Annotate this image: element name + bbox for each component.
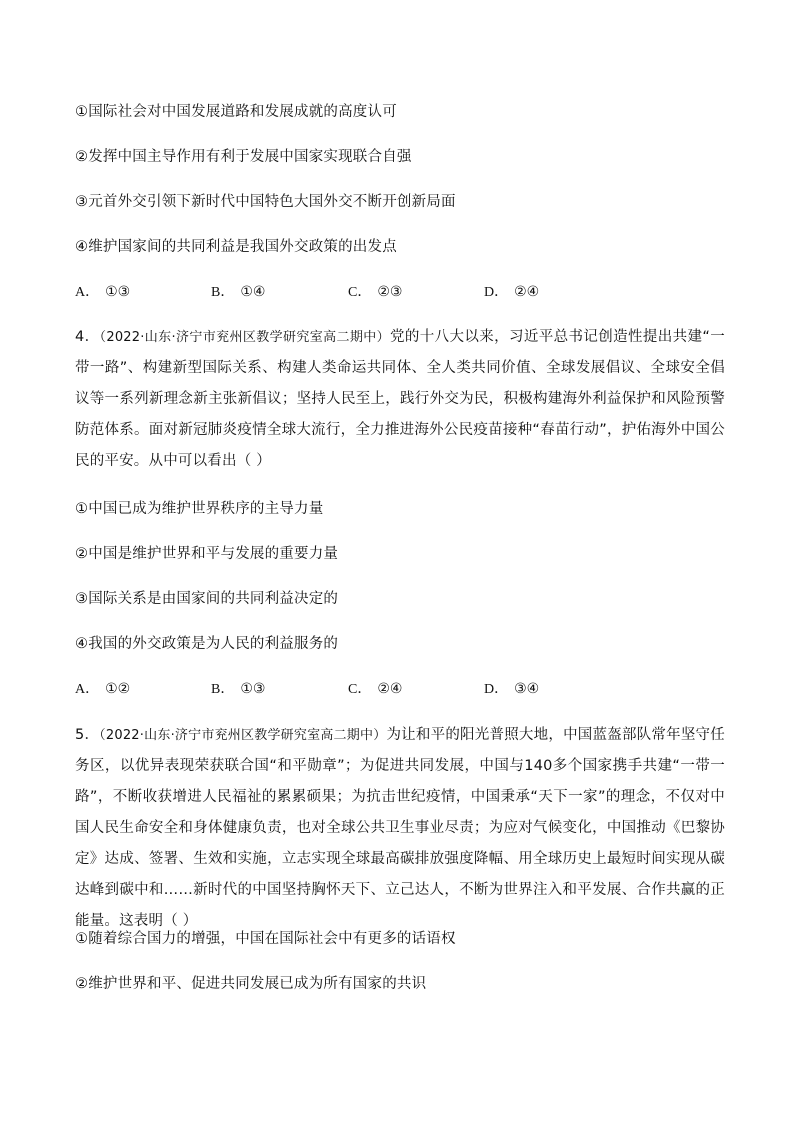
q3-choice-b [211,282,265,303]
q3-choice-a [75,282,130,303]
choice-letter: B． [211,682,235,697]
q4-answer-choices [75,679,725,699]
q5-option-1: ①随着综合国力的增强，中国在国际社会中有更多的话语权 [75,931,456,947]
q3-choice-c [348,282,402,303]
choice-text: ①④ [240,284,266,300]
choice-letter: A． [75,285,100,300]
choice-letter: B． [211,285,235,300]
q4-source: （2022·山东·济宁市兖州区教学研究室高二期中） [99,330,391,345]
q5-stem [75,720,725,937]
choice-letter: D． [484,682,509,697]
q5-source: （2022·山东·济宁市兖州区教学研究室高二期中） [99,728,387,743]
q4-choice-a [75,679,130,700]
q5-stem-text: 为让和平的阳光普照大地，中国蓝盔部队常年坚守任务区，以优异表现荣获联合国“和平勋章”；为促进共同发展，中国与140多个国家携手共建“一带一路”，不断收获增进人民福祉的累累硕果；为抗击世纪疫情，中国秉承“天下一家”的理念，不仅对中国人民生命安全和身体健康负责，也对全球公共卫生事业尽责；为应对气候变化，中国推动《巴黎协定》达成、签署、生效和实施，立志实现全球最高碳排放强度降幅、用全球历史上最短时间实现从碳达峰到碳中和……新时代的中国坚持胸怀天下、立己达人，不断为世界注入和平发展、合作共赢的正能量。这表明（ ） [75,727,725,929]
choice-text: ①② [105,681,131,697]
q4-option-3: ③国际关系是由国家间的共同利益决定的 [75,591,339,607]
q4-option-1: ①中国已成为维护世界秩序的主导力量 [75,501,324,517]
choice-text: ②④ [514,284,540,300]
choice-text: ③④ [514,681,540,697]
q4-choice-c [348,679,402,700]
choice-text: ②④ [377,681,403,697]
q3-option-1: ①国际社会对中国发展道路和发展成就的高度认可 [75,104,397,120]
q3-choice-d [484,282,539,303]
q3-option-2: ②发挥中国主导作用有利于发展中国家实现联合自强 [75,149,412,165]
q5-option-2: ②维护世界和平、促进共同发展已成为所有国家的共识 [75,976,427,992]
q4-choice-d [484,679,539,700]
choice-letter: C． [348,285,372,300]
q4-option-2: ②中国是维护世界和平与发展的重要力量 [75,546,339,562]
q3-option-4: ④维护国家间的共同利益是我国外交政策的出发点 [75,239,397,255]
q5-number: 5． [75,727,100,743]
choice-letter: A． [75,682,100,697]
q4-option-4: ④我国的外交政策是为人民的利益服务的 [75,636,339,652]
choice-text: ①③ [105,284,131,300]
q4-choice-b [211,679,265,700]
q3-option-3: ③元首外交引领下新时代中国特色大国外交不断开创新局面 [75,194,456,210]
choice-letter: C． [348,682,372,697]
q4-stem-text: 党的十八大以来，习近平总书记创造性提出共建“一带一路”、构建新型国际关系、构建人类命运共同体、全人类共同价值、全球发展倡议、全球安全倡议等一系列新理念新主张新倡议；坚持人民至上，践行外交为民，积极构建海外利益保护和风险预警防范体系。面对新冠肺炎疫情全球大流行，全力推进海外公民疫苗接种“春苗行动”，护佑海外中国公民的平安。从中可以看出（ ） [75,329,725,469]
q3-answer-choices [75,282,725,302]
q4-number: 4． [75,329,100,345]
choice-text: ①③ [240,681,266,697]
q4-stem [75,322,725,477]
choice-text: ②③ [377,284,403,300]
choice-letter: D． [484,285,509,300]
